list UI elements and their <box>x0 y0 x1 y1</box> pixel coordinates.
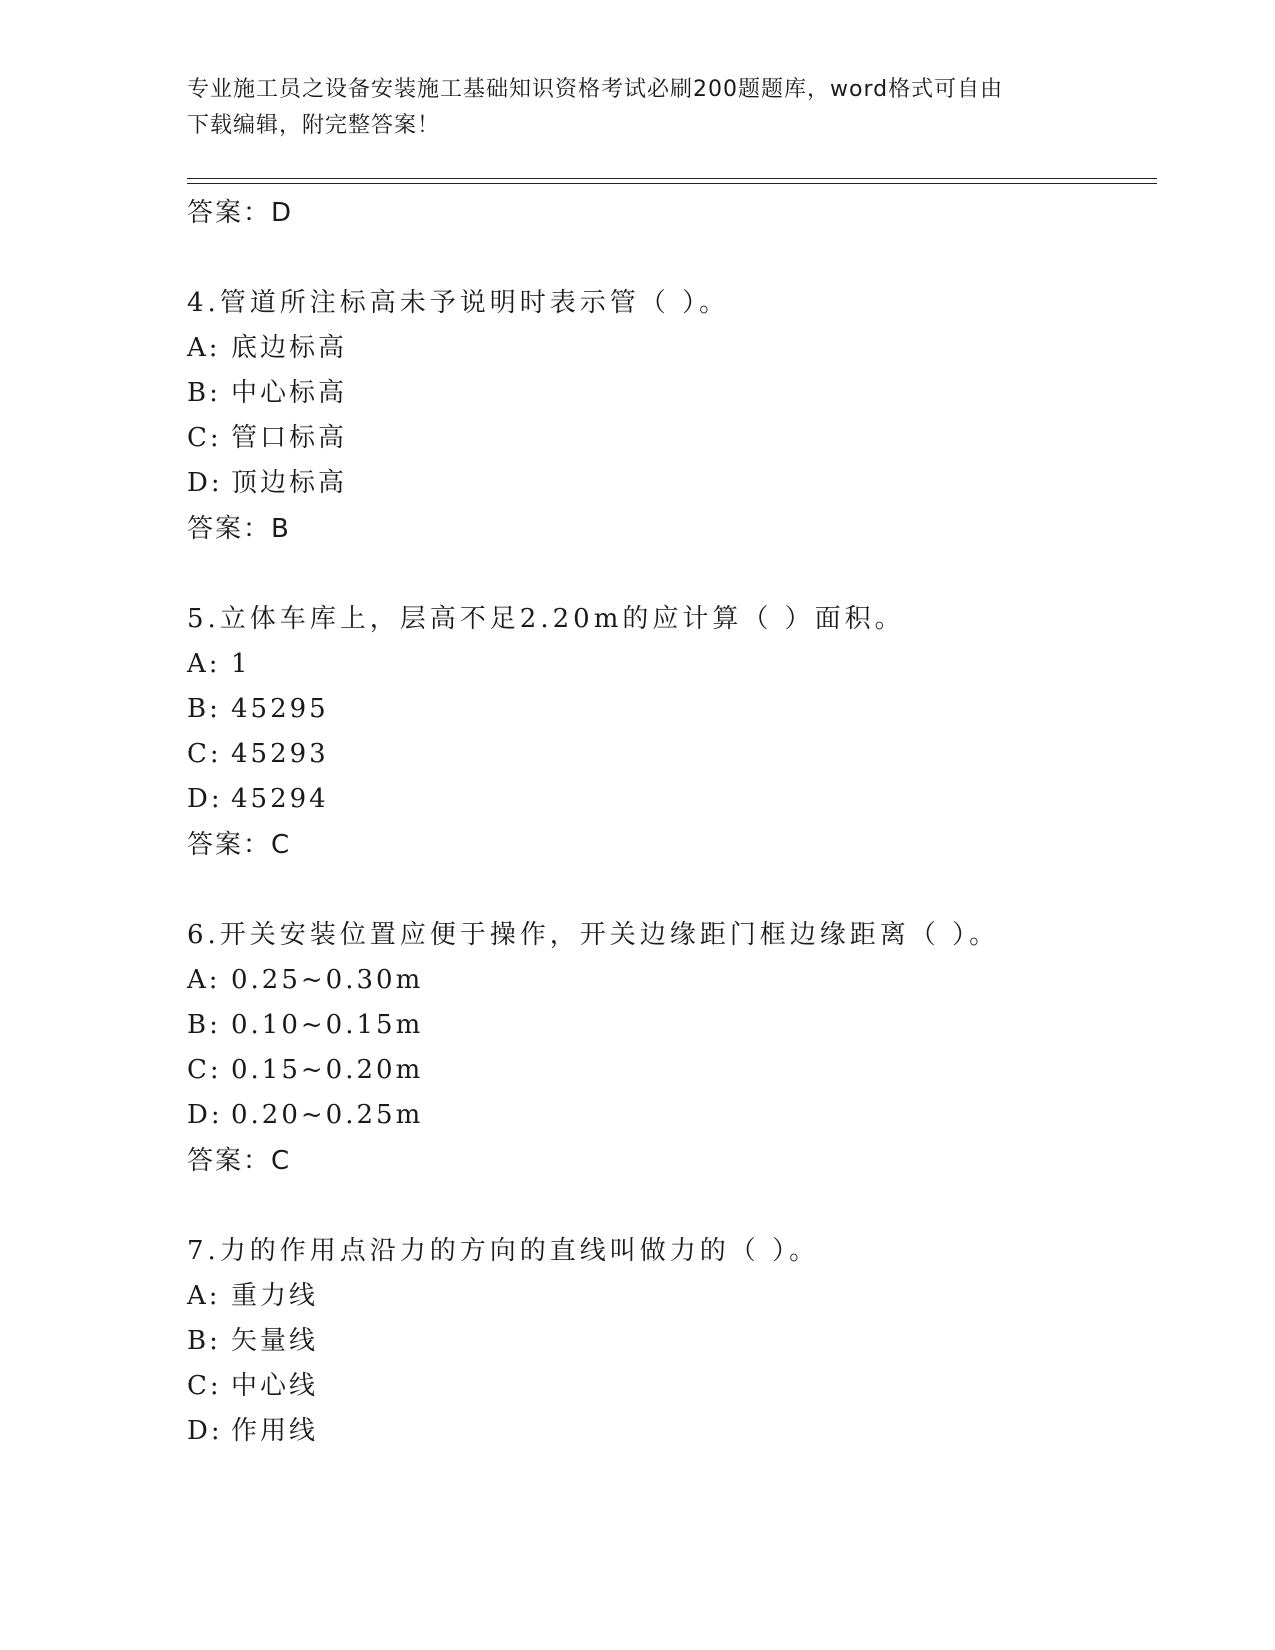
option-text: 中心线 <box>231 1371 319 1401</box>
option-label: D: <box>187 1100 223 1130</box>
question-5-option-d <box>187 777 1157 822</box>
option-text: 45293 <box>231 739 329 769</box>
question-7-option-c <box>187 1364 1157 1409</box>
answer-q5: 答案：C <box>187 830 292 860</box>
spacer <box>187 552 1157 596</box>
option-text: 0.15~0.20m <box>231 1055 424 1085</box>
option-label: B: <box>187 378 221 408</box>
option-text: 底边标高 <box>231 333 348 363</box>
option-text: 45295 <box>231 694 329 724</box>
header-divider-bottom <box>187 183 1157 184</box>
question-4-option-c <box>187 416 1157 461</box>
option-label: D: <box>187 1416 223 1446</box>
option-label: A: <box>187 333 221 363</box>
question-7-option-b <box>187 1319 1157 1364</box>
option-text: 1 <box>231 649 251 679</box>
option-text: 0.10~0.15m <box>231 1010 424 1040</box>
question-7-text: 7.力的作用点沿力的方向的直线叫做力的（ ）。 <box>187 1236 820 1266</box>
option-label: A: <box>187 649 221 679</box>
option-label: A: <box>187 965 221 995</box>
option-label: A: <box>187 1281 221 1311</box>
option-label: B: <box>187 1010 221 1040</box>
option-text: 顶边标高 <box>231 468 348 498</box>
option-text: 矢量线 <box>231 1326 319 1356</box>
question-5-text: 5.立体车库上，层高不足2.20m的应计算（ ）面积。 <box>187 604 905 634</box>
option-text: 45294 <box>231 784 329 814</box>
option-label: B: <box>187 694 221 724</box>
question-4-option-a <box>187 326 1157 371</box>
option-text: 重力线 <box>231 1281 319 1311</box>
option-label: B: <box>187 1326 221 1356</box>
question-list <box>187 190 1157 1454</box>
spacer <box>187 868 1157 912</box>
option-label: C: <box>187 739 222 769</box>
option-label: C: <box>187 423 222 453</box>
option-text: 管口标高 <box>231 423 348 453</box>
answer-q6: 答案：C <box>187 1146 292 1176</box>
option-label: D: <box>187 784 223 814</box>
option-text: 作用线 <box>231 1416 319 1446</box>
option-label: D: <box>187 468 223 498</box>
option-label: C: <box>187 1055 222 1085</box>
question-7-option-d <box>187 1409 1157 1454</box>
option-text: 中心标高 <box>231 378 348 408</box>
spacer <box>187 1184 1157 1228</box>
question-6-text: 6.开关安装位置应便于操作，开关边缘距门框边缘距离（ ）。 <box>187 920 1000 950</box>
spacer <box>187 236 1157 280</box>
document-header <box>187 72 1087 144</box>
question-4-option-b <box>187 371 1157 416</box>
option-text: 0.20~0.25m <box>231 1100 424 1130</box>
question-6-option-c <box>187 1048 1157 1093</box>
question-6-option-a <box>187 958 1157 1003</box>
option-text: 0.25~0.30m <box>231 965 424 995</box>
question-5-option-c <box>187 732 1157 777</box>
question-5-option-a <box>187 642 1157 687</box>
question-4-option-d <box>187 461 1157 506</box>
answer-q4: 答案：B <box>187 514 291 544</box>
question-7-option-a <box>187 1274 1157 1319</box>
question-6-option-d <box>187 1093 1157 1138</box>
header-divider-top <box>187 178 1157 179</box>
header-line-1: 专业施工员之设备安装施工基础知识资格考试必刷200题题库，word格式可自由 <box>187 77 1004 102</box>
question-5-option-b <box>187 687 1157 732</box>
option-label: C: <box>187 1371 222 1401</box>
question-6-option-b <box>187 1003 1157 1048</box>
answer-q3: 答案：D <box>187 198 294 228</box>
question-4-text: 4.管道所注标高未予说明时表示管（ ）。 <box>187 288 730 318</box>
header-line-2: 下载编辑，附完整答案！ <box>187 113 441 138</box>
